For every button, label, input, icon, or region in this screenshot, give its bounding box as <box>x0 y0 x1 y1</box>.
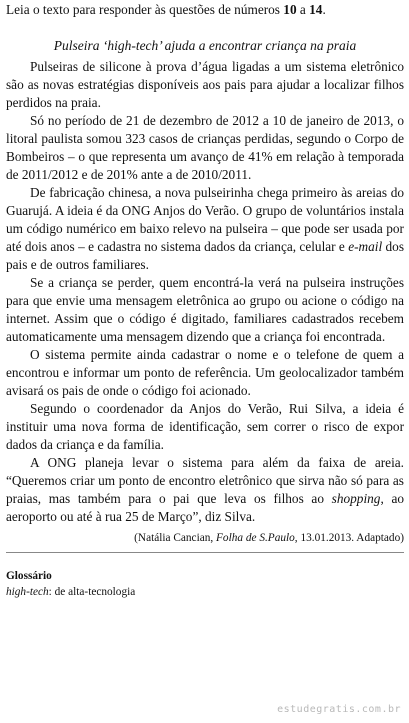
intro-connector: a <box>296 2 310 17</box>
article-paragraph-1: Pulseiras de silicone à prova d’água ligadas a um sistema eletrônico são as novas estratégias disponíveis aos pais para ajudar a localizar filhos perdidos na praia. <box>6 59 404 110</box>
article-paragraph-3 <box>6 184 404 274</box>
article-paragraph-4: Se a criança se perder, quem encontrá-la verá na pulseira instruções para que envie uma mensagem eletrônica ao grupo ou acione o código na internet. Assim que o código é digitado, familiares cadastrados recebem automaticamente uma mensagem dizendo que a criança foi encontrada. <box>6 275 404 344</box>
paragraph-7-text-a: A ONG planeja levar o sistema para além da faixa de areia. “Queremos criar um ponto de encontro eletrônico que sirva não só para as praias, mas também para o pai que leva os filhos ao <box>6 455 404 506</box>
article-box <box>6 37 404 553</box>
site-watermark: estudegratis.com.br <box>277 704 401 715</box>
glossary-term: high-tech <box>6 586 49 598</box>
paragraph-3-emphasis: e-mail <box>348 239 383 254</box>
source-prefix: (Natália Cancian, <box>134 532 217 544</box>
article-paragraph-5: O sistema permite ainda cadastrar o nome e o telefone de quem a encontrou e informar um ponto de referência. Um geolocalizador também avisará os pais de onde o código foi acionado. <box>6 347 404 398</box>
glossary-definition: : de alta-tecnologia <box>48 586 136 598</box>
intro-prefix: Leia o texto para responder às questões de números <box>6 2 284 17</box>
paragraph-7-text-b: , ao aeroporto ou até à rua 25 de Março”, diz Silva. <box>6 491 404 524</box>
source-suffix: , 13.01.2013. Adaptado) <box>294 532 404 544</box>
glossary-title: Glossário <box>6 570 52 582</box>
paragraph-3-text-b: dos pais e de outros familiares. <box>6 239 404 272</box>
paragraph-3-text-a: De fabricação chinesa, a nova pulseirinha chega primeiro às areias do Guarujá. A ideia é da ONG Anjos do Verão. O grupo de voluntários instala um código numérico em baixo relevo na pulseira – que pode ser usada por até dois anos – e cadastra no sistema dados da criança, celular e <box>6 185 404 254</box>
article-paragraph-6: Segundo o coordenador da Anjos do Verão, Rui Silva, a ideia é instituir uma nova forma de identificação, sem correr o risco de expor dados da criança e da família. <box>6 401 404 452</box>
article-paragraph-2: Só no período de 21 de dezembro de 2012 a 10 de janeiro de 2013, o litoral paulista somou 323 casos de crianças perdidas, segundo o Corpo de Bombeiros – o que representa um avanço de 41% em relação à temporada de 2011/2012 e de 201% ante a de 2010/2011. <box>6 113 404 182</box>
intro-question-to: 14 <box>309 2 323 17</box>
intro-instruction <box>6 0 404 19</box>
intro-suffix: . <box>322 2 326 17</box>
article-title: Pulseira ‘high-tech’ ajuda a encontrar criança na praia <box>53 38 357 53</box>
article-source <box>6 530 404 546</box>
intro-question-from: 10 <box>283 2 297 17</box>
source-publication: Folha de S.Paulo <box>216 532 295 544</box>
document-page <box>6 0 404 600</box>
glossary-entry <box>6 584 404 600</box>
article-paragraph-7 <box>6 454 404 526</box>
paragraph-7-emphasis: shopping <box>331 491 381 506</box>
